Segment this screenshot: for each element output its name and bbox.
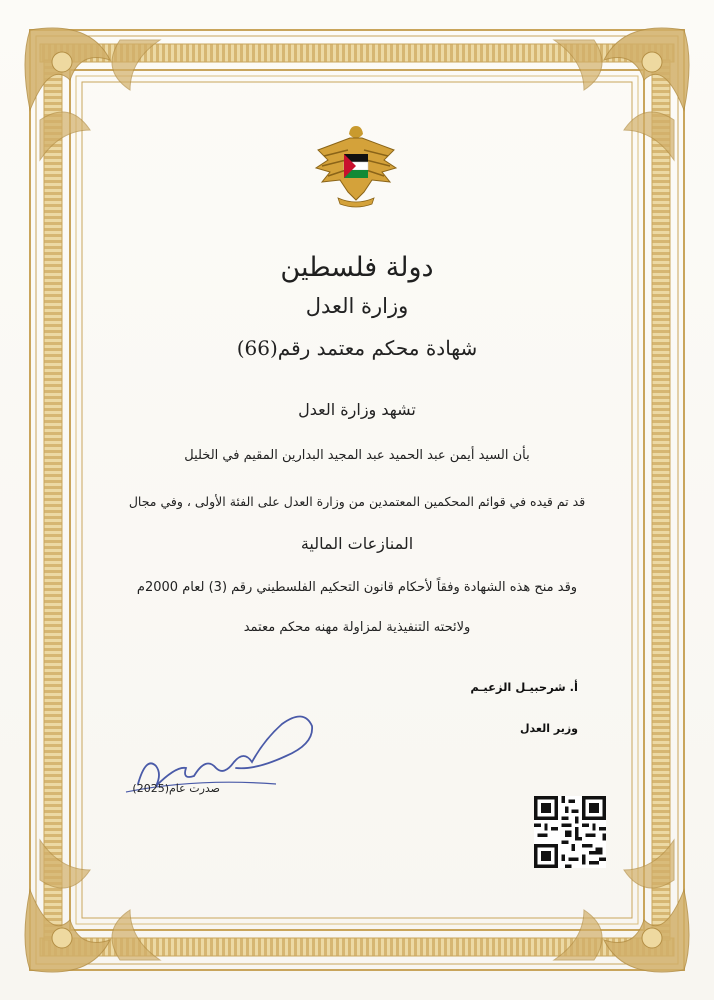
- certificate-content: [98, 96, 616, 904]
- arbitration-field: المنازعات المالية: [300, 534, 414, 553]
- registration-line: قد تم قيده في قوائم المحكمين المعتمدين من وزارة العدل على الفئة الأولى ، وفي مجال: [128, 494, 586, 509]
- state-title: دولة فلسطين: [280, 252, 434, 283]
- certifies-heading: تشهد وزارة العدل: [298, 400, 416, 419]
- signatory-name: أ. شرحبيـل الزعيـم: [470, 680, 578, 694]
- palestine-eagle-emblem-icon: [308, 120, 404, 214]
- signatory-title: وزير العدل: [520, 722, 578, 735]
- regulation-line: ولائحته التنفيذية لمزاولة مهنه محكم معتمد: [243, 620, 471, 635]
- recipient-line: بأن السيد أيمن عبد الحميد عبد المجيد البدارين المقيم في الخليل: [184, 448, 530, 463]
- ministry-title: وزارة العدل: [305, 294, 409, 318]
- qr-code-icon: [534, 796, 606, 868]
- certificate-title: شهادة محكم معتمد رقم(66): [236, 336, 478, 360]
- issue-year: صدرت عام(2025): [132, 782, 220, 795]
- law-line: وقد منح هذه الشهادة وفقاً لأحكام قانون التحكيم الفلسطيني رقم (3) لعام 2000م: [136, 580, 578, 595]
